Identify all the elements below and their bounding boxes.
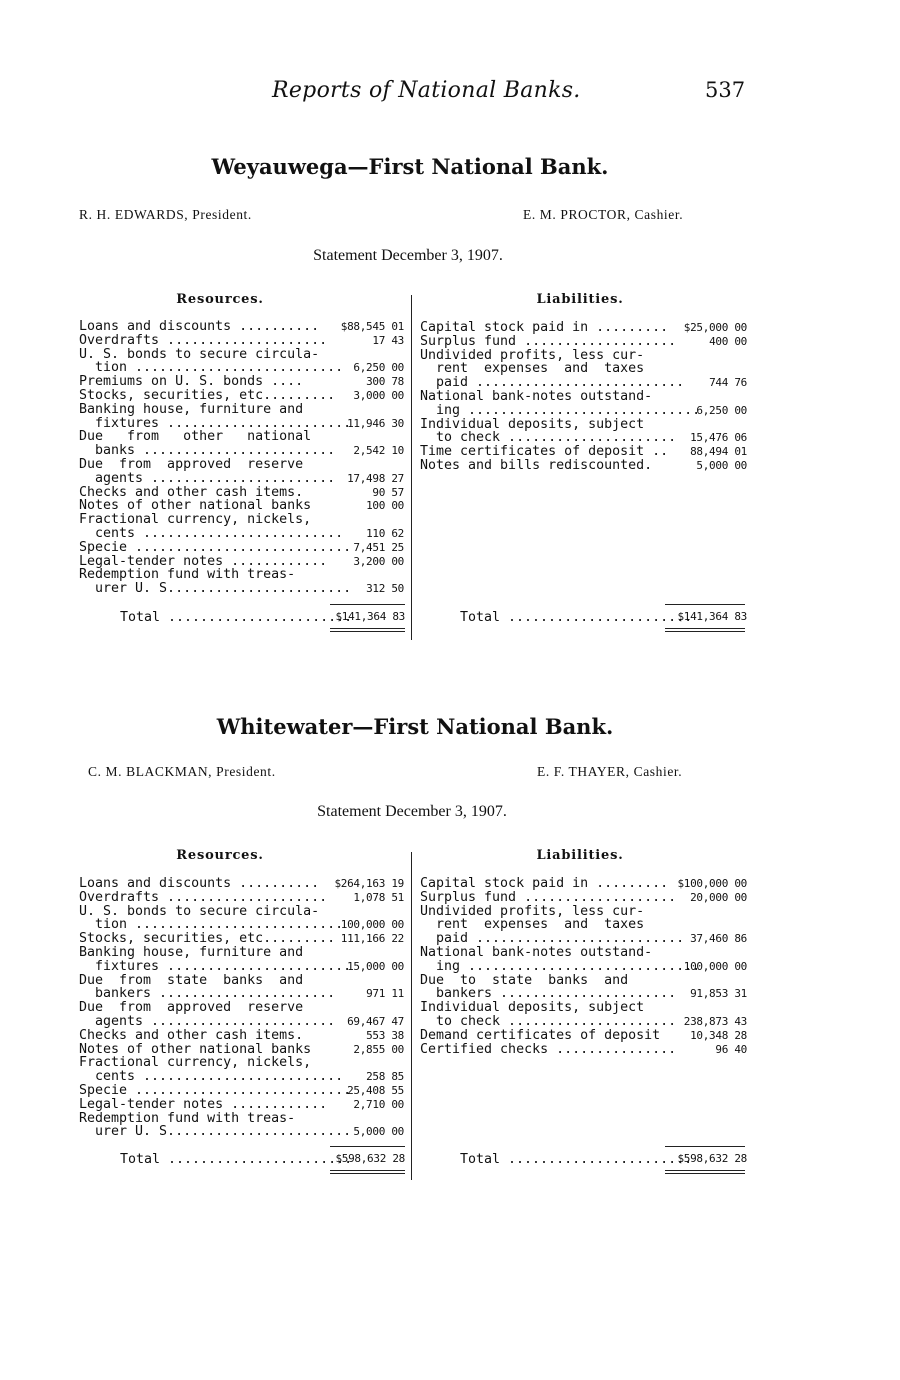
list-item: urer U. S....................... 312 50 xyxy=(79,581,404,597)
list-item: Specie ........................... 25,408 55 xyxy=(79,1082,404,1098)
total-double-rule-bottom xyxy=(665,631,745,632)
list-item: ing ............................. 6,250 00 xyxy=(420,402,747,418)
list-item: U. S. bonds to secure circula- xyxy=(79,903,320,919)
total-amount: $141,364 83 xyxy=(677,610,747,623)
list-item: agents ....................... 17,498 27 xyxy=(79,470,404,486)
total-double-rule-bottom xyxy=(330,631,405,632)
total-double-rule-bottom xyxy=(330,1173,405,1174)
liabilities-list xyxy=(420,877,750,1056)
list-item: National bank-notes outstand- xyxy=(420,944,653,960)
president: R. H. EDWARDS, President. xyxy=(79,207,252,222)
list-item: Banking house, furniture and xyxy=(79,401,304,417)
list-item: Legal-tender notes ............ 3,200 00 xyxy=(79,553,404,569)
list-item: Undivided profits, less cur- xyxy=(420,347,645,363)
list-item: Notes of other national banks 100 00 xyxy=(79,498,404,514)
list-item: Legal-tender notes ............ 2,710 00 xyxy=(79,1096,404,1112)
list-item: ing ............................. 100,000 00 xyxy=(420,958,747,974)
total-label: Total ....................... xyxy=(460,1152,693,1167)
list-item: Certified checks ............... 96 40 xyxy=(420,1041,747,1057)
column-divider xyxy=(411,852,412,1180)
subtotal-rule xyxy=(665,604,745,605)
list-item: Notes and bills rediscounted. 5,000 00 xyxy=(420,457,747,473)
total-double-rule-top xyxy=(665,1170,745,1171)
president: C. M. BLACKMAN, President. xyxy=(88,764,276,779)
list-item: rent expenses and taxes xyxy=(420,361,645,377)
resources-list xyxy=(79,320,409,596)
list-item: Capital stock paid in ......... $25,000 00 xyxy=(420,320,747,335)
list-item: Checks and other cash items. 553 38 xyxy=(79,1027,404,1043)
list-item: paid .......................... 37,460 86 xyxy=(420,931,747,947)
cashier: E. M. PROCTOR, Cashier. xyxy=(523,207,684,222)
total-double-rule-top xyxy=(330,1170,405,1171)
list-item: Due from state banks and xyxy=(79,972,304,988)
total-double-rule-top xyxy=(330,628,405,629)
list-item: Notes of other national banks 2,855 00 xyxy=(79,1041,404,1057)
running-head xyxy=(0,78,900,108)
list-item: Redemption fund with treas- xyxy=(79,567,296,583)
total-double-rule-top xyxy=(665,628,745,629)
resources-heading: Resources. xyxy=(176,848,264,863)
list-item: Loans and discounts .......... $264,163 19 xyxy=(79,876,404,891)
column-divider xyxy=(411,295,412,640)
list-item: to check ..................... 15,476 06 xyxy=(420,430,747,446)
list-item: Premiums on U. S. bonds .... 300 78 xyxy=(79,374,404,390)
subtotal-rule xyxy=(665,1146,745,1147)
list-item: U. S. bonds to secure circula- xyxy=(79,346,320,362)
list-item: Surplus fund ................... 20,000 00 xyxy=(420,889,747,905)
total-amount: $598,632 28 xyxy=(677,1152,747,1165)
list-item: Specie ........................... 7,451 25 xyxy=(79,539,404,555)
list-item: to check ..................... 238,873 43 xyxy=(420,1013,747,1029)
total-label: Total ....................... xyxy=(460,610,693,625)
list-item: Banking house, furniture and xyxy=(79,944,304,960)
list-item: Overdrafts .................... 17 43 xyxy=(79,332,404,348)
list-item: Stocks, securities, etc......... 111,166 22 xyxy=(79,931,404,947)
list-item: cents ......................... 258 85 xyxy=(79,1069,404,1085)
list-item: Undivided profits, less cur- xyxy=(420,903,645,919)
list-item: paid .......................... 744 76 xyxy=(420,375,747,391)
list-item: Loans and discounts .......... $88,545 01 xyxy=(79,319,404,334)
liabilities-heading: Liabilities. xyxy=(536,292,624,307)
list-item: Due from approved reserve xyxy=(79,456,304,472)
cashier: E. F. THAYER, Cashier. xyxy=(537,764,683,779)
list-item: Individual deposits, subject xyxy=(420,416,645,432)
list-item: urer U. S....................... 5,000 00 xyxy=(79,1124,404,1140)
liabilities-heading: Liabilities. xyxy=(536,848,624,863)
bank-title: Weyauwega—First National Bank. xyxy=(211,154,609,179)
list-item: Fractional currency, nickels, xyxy=(79,1055,312,1071)
list-item: agents ....................... 69,467 47 xyxy=(79,1013,404,1029)
list-item: fixtures ....................... 11,946 30 xyxy=(79,415,404,431)
list-item: banks ........................ 2,542 10 xyxy=(79,443,404,459)
page-number: 537 xyxy=(705,78,746,102)
list-item: Capital stock paid in ......... $100,000 00 xyxy=(420,876,747,891)
list-item: Fractional currency, nickels, xyxy=(79,512,312,528)
statement-date: Statement December 3, 1907. xyxy=(317,803,507,820)
total-double-rule-bottom xyxy=(665,1173,745,1174)
list-item: Individual deposits, subject xyxy=(420,1000,645,1016)
list-item: Stocks, securities, etc......... 3,000 00 xyxy=(79,387,404,403)
liabilities-list xyxy=(420,321,750,473)
statement-date: Statement December 3, 1907. xyxy=(313,247,503,264)
list-item: bankers ...................... 971 11 xyxy=(79,986,404,1002)
total-label: Total ....................... xyxy=(120,1152,353,1167)
total-amount: $598,632 28 xyxy=(335,1152,405,1165)
list-item: Due from approved reserve xyxy=(79,1000,304,1016)
list-item: Demand certificates of deposit 10,348 28 xyxy=(420,1027,747,1043)
list-item: tion .......................... 100,000 00 xyxy=(79,917,404,933)
list-item: National bank-notes outstand- xyxy=(420,388,653,404)
list-item: fixtures ....................... 15,000 00 xyxy=(79,958,404,974)
resources-list xyxy=(79,877,409,1139)
resources-heading: Resources. xyxy=(176,292,264,307)
bank-title: Whitewater—First National Bank. xyxy=(216,714,614,739)
running-title: Reports of National Banks. xyxy=(272,78,581,103)
list-item: Checks and other cash items. 90 57 xyxy=(79,484,404,500)
list-item: bankers ...................... 91,853 31 xyxy=(420,986,747,1002)
total-label: Total ....................... xyxy=(120,610,353,625)
list-item: Due from other national xyxy=(79,429,312,445)
subtotal-rule xyxy=(330,1146,405,1147)
list-item: Due to state banks and xyxy=(420,972,629,988)
list-item: Time certificates of deposit .. 88,494 01 xyxy=(420,444,747,460)
list-item: tion .......................... 6,250 00 xyxy=(79,360,404,376)
list-item: Redemption fund with treas- xyxy=(79,1110,296,1126)
list-item: Surplus fund ................... 400 00 xyxy=(420,333,747,349)
list-item: rent expenses and taxes xyxy=(420,917,645,933)
list-item: cents ......................... 110 62 xyxy=(79,525,404,541)
list-item: Overdrafts .................... 1,078 51 xyxy=(79,889,404,905)
subtotal-rule xyxy=(330,604,405,605)
total-amount: $141,364 83 xyxy=(335,610,405,623)
